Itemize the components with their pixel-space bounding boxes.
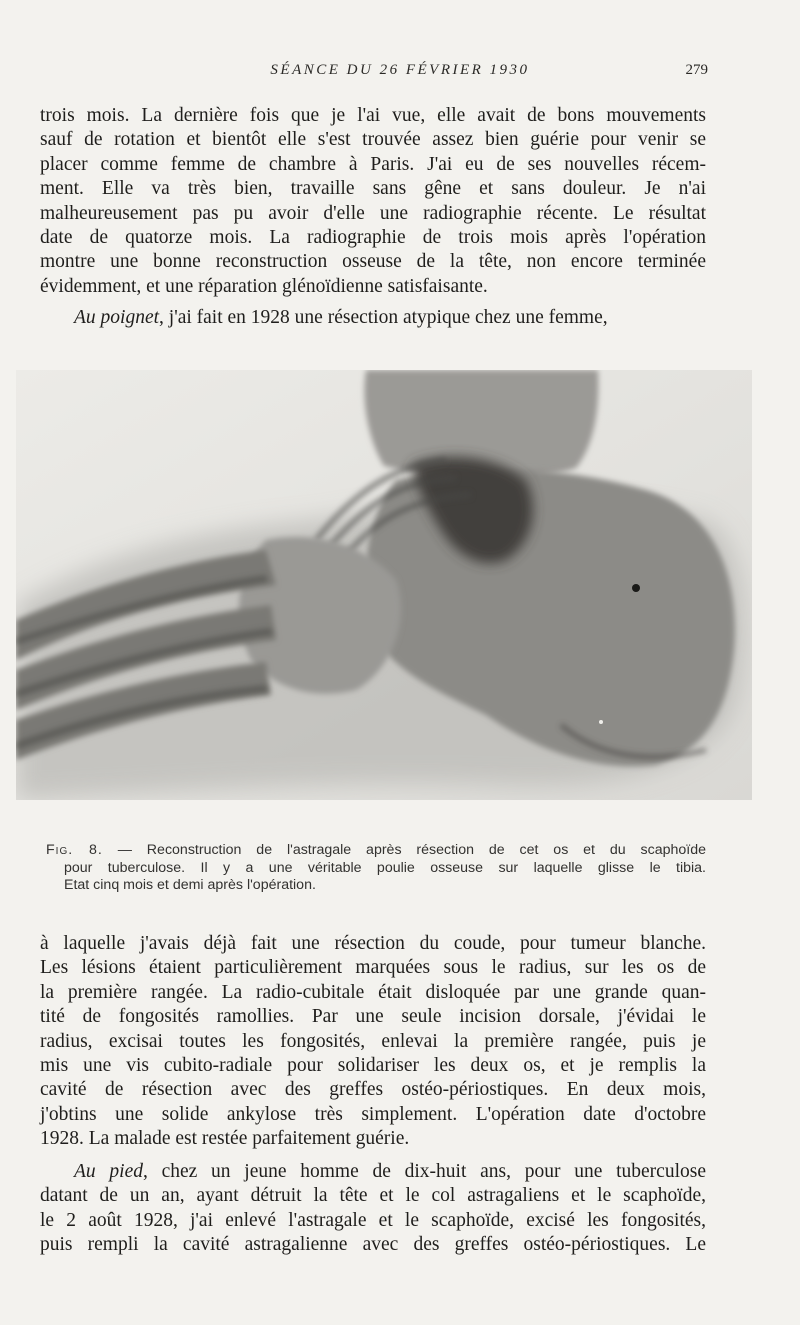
text-line xyxy=(40,1160,706,1184)
text-line: placer comme femme de chambre à Paris. J'ai eu de ses nouvelles récem- xyxy=(40,153,706,175)
text-line: Les lésions étaient particulièrement marquées sous le radius, sur les os de xyxy=(40,957,706,979)
caption-line xyxy=(46,842,706,860)
caption-line: Etat cinq mois et demi après l'opération. xyxy=(64,877,316,894)
text-line: le 2 août 1928, j'ai enlevé l'astragale et le scaphoïde, excisé les fongosités, xyxy=(40,1209,706,1231)
italic-lead: Au poignet xyxy=(74,307,160,328)
caption-text: — Reconstruction de l'astragale après résection de cet os et du scaphoïde xyxy=(102,842,706,858)
foot-radiograph xyxy=(16,370,752,800)
text-line: la première rangée. La radio-cubitale était disloquée par une grande quan- xyxy=(40,981,706,1003)
caption-line: pour tuberculose. Il y a une véritable poulie osseuse sur laquelle glisse le tibia. xyxy=(64,859,706,876)
text-line: puis rempli la cavité astragalienne avec des greffes ostéo-périostiques. Le xyxy=(40,1234,706,1256)
figure-label: Fig. 8. xyxy=(46,842,103,858)
text-line: sauf de rotation et bientôt elle s'est trouvée assez bien guérie pour venir se xyxy=(40,129,706,151)
page-number: 279 xyxy=(685,62,708,78)
text-line: cavité de résection avec des greffes ostéo-périostiques. En deux mois, xyxy=(40,1079,706,1101)
paragraph-top xyxy=(40,104,706,299)
paragraph-wrist xyxy=(40,306,706,330)
text-line: à laquelle j'avais déjà fait une résection du coude, pour tumeur blanche. xyxy=(40,933,706,954)
text-line: date de quatorze mois. La radiographie de trois mois après l'opération xyxy=(40,227,706,249)
figure-caption xyxy=(46,842,706,895)
text-line: trois mois. La dernière fois que je l'ai vue, elle avait de bons mouvements xyxy=(40,105,706,126)
radiograph-figure xyxy=(16,370,752,800)
text-line: montre une bonne reconstruction osseuse de la tête, non encore terminée xyxy=(40,251,706,273)
paragraph-foot xyxy=(40,1160,706,1258)
text-line: datant de un an, ayant détruit la tête et le col astragaliens et le scaphoïde, xyxy=(40,1185,706,1207)
paragraph-middle xyxy=(40,932,706,1152)
line-rest: , chez un jeune homme de dix-huit ans, pour une tuberculose xyxy=(142,1161,706,1182)
text-line: mis une vis cubito-radiale pour solidariser les deux os, et je remplis la xyxy=(40,1055,706,1077)
text-line: radius, excisai toutes les fongosités, enlevai la première rangée, puis je xyxy=(40,1030,706,1052)
text-line: évidemment, et une réparation glénoïdienne satisfaisante. xyxy=(40,275,488,297)
text-line: ment. Elle va très bien, travaille sans gêne et sans douleur. Je n'ai xyxy=(40,178,706,200)
page-header xyxy=(0,62,800,82)
running-head: SÉANCE DU 26 FÉVRIER 1930 xyxy=(270,62,530,78)
line-rest: , j'ai fait en 1928 une résection atypique chez une femme, xyxy=(159,307,608,328)
text-line xyxy=(40,306,706,330)
italic-lead: Au pied xyxy=(74,1161,143,1182)
text-line: malheureusement pas pu avoir d'elle une radiographie récente. Le résultat xyxy=(40,202,706,224)
text-line: tité de fongosités ramollies. Par une seule incision dorsale, j'évidai le xyxy=(40,1006,706,1028)
text-line: 1928. La malade est restée parfaitement guérie. xyxy=(40,1128,410,1150)
text-line: j'obtins une solide ankylose très simplement. L'opération date d'octobre xyxy=(40,1103,706,1125)
